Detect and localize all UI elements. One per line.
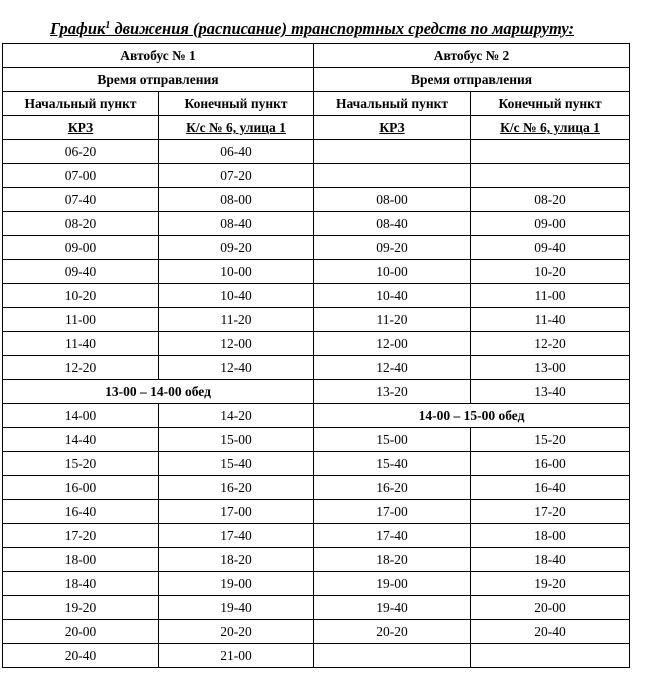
bus2-end-time: 16-00: [471, 452, 630, 476]
bus2-start-time: 12-00: [314, 332, 471, 356]
bus1-start-time: 18-00: [3, 548, 159, 572]
bus2-end-time: 13-00: [471, 356, 630, 380]
bus2-start-time: 09-20: [314, 236, 471, 260]
table-row: [3, 356, 630, 380]
table-row: [3, 212, 630, 236]
bus2-end-time: 18-40: [471, 548, 630, 572]
bus2-end-stop: К/с № 6, улица 1: [471, 116, 630, 140]
table-row: [3, 284, 630, 308]
bus2-start-time: [314, 644, 471, 668]
bus2-end-time: 08-20: [471, 188, 630, 212]
bus1-start-time: 11-00: [3, 308, 159, 332]
bus2-lunch-break: 14-00 – 15-00 обед: [314, 404, 630, 428]
bus2-start-time: 08-40: [314, 212, 471, 236]
bus2-end-time: 16-40: [471, 476, 630, 500]
table-row: [3, 572, 630, 596]
bus1-start-time: 14-40: [3, 428, 159, 452]
bus2-start-time: 08-00: [314, 188, 471, 212]
title-text: График: [50, 19, 106, 38]
table-row: [3, 500, 630, 524]
bus1-header: Автобус № 1: [3, 44, 314, 68]
table-row: [3, 620, 630, 644]
table-row: [3, 548, 630, 572]
bus2-start-time: [314, 164, 471, 188]
header-row-points: [3, 92, 630, 116]
bus1-start-time: 12-20: [3, 356, 159, 380]
table-row: [3, 188, 630, 212]
bus2-start-time: 15-40: [314, 452, 471, 476]
bus1-start-time: 17-20: [3, 524, 159, 548]
bus2-departure-label: Время отправления: [314, 68, 630, 92]
bus2-start-time: 15-00: [314, 428, 471, 452]
bus1-end-time: 10-00: [159, 260, 314, 284]
bus1-end-time: 19-40: [159, 596, 314, 620]
bus1-end-time: 14-20: [159, 404, 314, 428]
bus2-start-time: 16-20: [314, 476, 471, 500]
bus1-departure-label: Время отправления: [3, 68, 314, 92]
bus2-end-time: 15-20: [471, 428, 630, 452]
bus2-end-time: 11-40: [471, 308, 630, 332]
bus1-start-time: 18-40: [3, 572, 159, 596]
bus1-end-stop: К/с № 6, улица 1: [159, 116, 314, 140]
table-row: [3, 308, 630, 332]
bus2-start-time: 19-00: [314, 572, 471, 596]
bus2-end-time: [471, 140, 630, 164]
bus1-start-time: 20-40: [3, 644, 159, 668]
bus1-start-time: 09-40: [3, 260, 159, 284]
table-row: [3, 452, 630, 476]
table-row: [3, 404, 630, 428]
bus2-start-time: 17-00: [314, 500, 471, 524]
table-row: [3, 164, 630, 188]
table-row: [3, 140, 630, 164]
bus1-start-time: 20-00: [3, 620, 159, 644]
bus1-end-time: 12-00: [159, 332, 314, 356]
schedule-table: [2, 43, 630, 668]
bus1-end-time: 19-00: [159, 572, 314, 596]
bus2-start-time: [314, 140, 471, 164]
bus1-end-time: 17-40: [159, 524, 314, 548]
bus1-start-time: 16-40: [3, 500, 159, 524]
bus1-end-time: 16-20: [159, 476, 314, 500]
title-text-rest: движения (расписание) транспортных средств по маршруту:: [110, 19, 574, 38]
bus1-start-time: 19-20: [3, 596, 159, 620]
bus2-start-time: 11-20: [314, 308, 471, 332]
table-row: [3, 644, 630, 668]
bus2-start-time: 17-40: [314, 524, 471, 548]
bus1-end-time: 08-40: [159, 212, 314, 236]
bus1-start-time: 07-40: [3, 188, 159, 212]
bus1-end-time: 07-20: [159, 164, 314, 188]
bus1-end-time: 17-00: [159, 500, 314, 524]
bus1-start-time: 11-40: [3, 332, 159, 356]
header-row-bus: [3, 44, 630, 68]
bus2-end-time: 20-00: [471, 596, 630, 620]
bus2-start-time: 19-40: [314, 596, 471, 620]
bus1-start-time: 09-00: [3, 236, 159, 260]
bus2-end-time: [471, 644, 630, 668]
bus2-end-time: 11-00: [471, 284, 630, 308]
bus2-end-time: 09-40: [471, 236, 630, 260]
bus1-start-time: 14-00: [3, 404, 159, 428]
bus2-header: Автобус № 2: [314, 44, 630, 68]
bus2-start-time: 20-20: [314, 620, 471, 644]
bus1-start-label: Начальный пункт: [3, 92, 159, 116]
table-row: [3, 236, 630, 260]
bus1-start-time: 16-00: [3, 476, 159, 500]
bus2-end-time: 13-40: [471, 380, 630, 404]
bus2-end-time: 19-20: [471, 572, 630, 596]
bus2-end-time: 17-20: [471, 500, 630, 524]
bus1-end-time: 12-40: [159, 356, 314, 380]
bus2-end-time: 12-20: [471, 332, 630, 356]
bus1-end-time: 18-20: [159, 548, 314, 572]
bus2-start-time: 18-20: [314, 548, 471, 572]
bus1-start-time: 06-20: [3, 140, 159, 164]
bus1-end-label: Конечный пункт: [159, 92, 314, 116]
bus1-end-time: 15-00: [159, 428, 314, 452]
bus1-start-time: 10-20: [3, 284, 159, 308]
table-row: [3, 476, 630, 500]
bus1-end-time: 11-20: [159, 308, 314, 332]
bus1-end-time: 10-40: [159, 284, 314, 308]
bus1-lunch-break: 13-00 – 14-00 обед: [3, 380, 314, 404]
bus1-end-time: 21-00: [159, 644, 314, 668]
bus1-start-time: 08-20: [3, 212, 159, 236]
bus2-start-stop: КРЗ: [314, 116, 471, 140]
footnote-marker: 1: [105, 20, 111, 31]
table-row: [3, 332, 630, 356]
table-row: [3, 596, 630, 620]
bus2-start-time: 10-00: [314, 260, 471, 284]
table-row: [3, 428, 630, 452]
bus1-end-time: 20-20: [159, 620, 314, 644]
header-row-departure: [3, 68, 630, 92]
bus1-start-time: 15-20: [3, 452, 159, 476]
bus1-start-stop: КРЗ: [3, 116, 159, 140]
document-title: [50, 19, 650, 39]
bus2-end-label: Конечный пункт: [471, 92, 630, 116]
table-row: [3, 260, 630, 284]
bus2-start-time: 12-40: [314, 356, 471, 380]
bus2-start-time: 13-20: [314, 380, 471, 404]
bus2-end-time: 18-00: [471, 524, 630, 548]
header-row-stops: [3, 116, 630, 140]
bus2-start-label: Начальный пункт: [314, 92, 471, 116]
bus2-end-time: [471, 164, 630, 188]
bus1-end-time: 15-40: [159, 452, 314, 476]
bus2-end-time: 09-00: [471, 212, 630, 236]
bus2-start-time: 10-40: [314, 284, 471, 308]
bus1-start-time: 07-00: [3, 164, 159, 188]
table-row: [3, 524, 630, 548]
bus1-end-time: 08-00: [159, 188, 314, 212]
bus2-end-time: 10-20: [471, 260, 630, 284]
bus1-end-time: 09-20: [159, 236, 314, 260]
bus1-end-time: 06-40: [159, 140, 314, 164]
table-row: [3, 380, 630, 404]
bus2-end-time: 20-40: [471, 620, 630, 644]
